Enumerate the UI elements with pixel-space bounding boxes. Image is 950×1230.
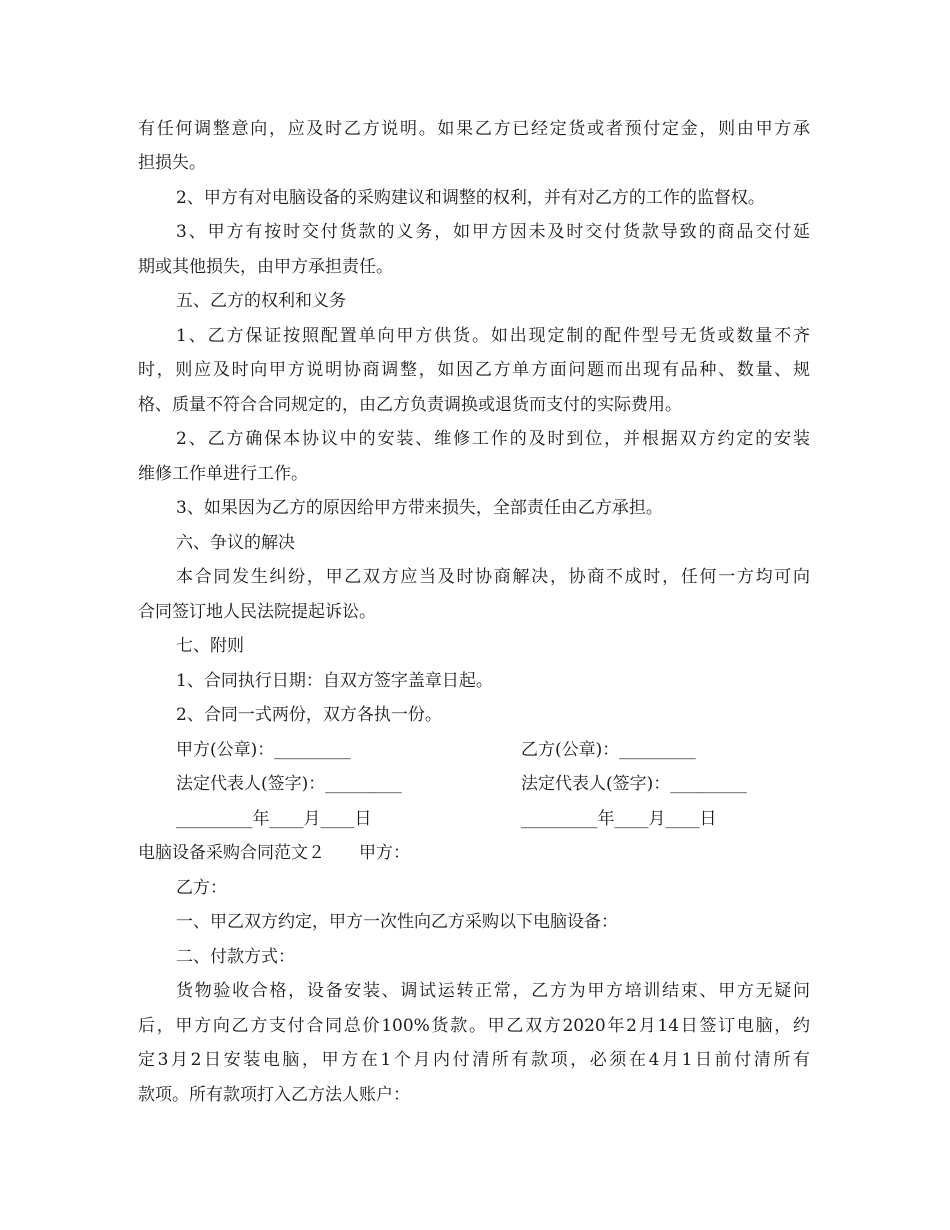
party-b-representative-line: 法定代表人(签字)：_________: [521, 774, 747, 794]
document-title-line: 电脑设备采购合同范文２ 甲方：: [138, 843, 410, 863]
paragraph-line: 1、乙方保证按照配置单向甲方供货。如出现定制的配件型号无货或数量不齐: [176, 326, 810, 346]
paragraph-line: 担损失。: [138, 153, 206, 173]
paragraph-line: 维修工作单进行工作。: [138, 464, 308, 484]
paragraph-line: 定3月2日安装电脑，甲方在1个月内付清所有款项，必须在4月1日前付清所有: [138, 1050, 811, 1070]
paragraph-line: 乙方：: [176, 878, 227, 898]
paragraph-line: 款项。所有款项打入乙方法人账户：: [138, 1085, 410, 1105]
paragraph-line: 2、甲方有对电脑设备的采购建议和调整的权利，并有对乙方的工作的监督权。: [176, 188, 765, 208]
paragraph-line: 本合同发生纠纷，甲乙双方应当及时协商解决，协商不成时，任何一方均可向: [176, 567, 810, 587]
party-a-representative-line: 法定代表人(签字)：_________: [176, 774, 402, 794]
paragraph-line: 2、乙方确保本协议中的安装、维修工作的及时到位，并根据双方约定的安装: [176, 429, 810, 449]
paragraph-line: 3、甲方有按时交付货款的义务，如甲方因未及时交付货款导致的商品交付延: [176, 222, 810, 242]
paragraph-line: 后，甲方向乙方支付合同总价100%货款。甲乙双方2020年2月14日签订电脑，约: [138, 1016, 810, 1036]
section-heading: 六、争议的解决: [176, 533, 295, 553]
paragraph-line: 1、合同执行日期：自双方签字盖章日起。: [176, 671, 493, 691]
paragraph-line: 有任何调整意向，应及时乙方说明。如果乙方已经定货或者预付定金，则由甲方承: [138, 119, 810, 139]
party-a-seal-line: 甲方(公章)：_________: [176, 740, 351, 760]
paragraph-line: 一、甲乙双方约定，甲方一次性向乙方采购以下电脑设备：: [176, 912, 618, 932]
paragraph-line: 3、如果因为乙方的原因给甲方带来损失，全部责任由乙方承担。: [176, 498, 663, 518]
paragraph-line: 期或其他损失，由甲方承担责任。: [138, 257, 393, 277]
section-heading: 五、乙方的权利和义务: [176, 291, 346, 311]
paragraph-line: 合同签订地人民法院提起诉讼。: [138, 602, 376, 622]
party-a-date-line: _________年____月____日: [176, 809, 372, 829]
section-heading: 二、付款方式：: [176, 947, 295, 967]
party-b-date-line: _________年____月____日: [521, 809, 717, 829]
paragraph-line: 时，则应及时向甲方说明协商调整，如因乙方单方面问题而出现有品种、数量、规: [138, 360, 810, 380]
section-heading: 七、附则: [176, 636, 244, 656]
paragraph-line: 格、质量不符合合同规定的，由乙方负责调换或退货而支付的实际费用。: [138, 395, 682, 415]
paragraph-line: 2、合同一式两份，双方各执一份。: [176, 705, 442, 725]
paragraph-line: 货物验收合格，设备安装、调试运转正常，乙方为甲方培训结束、甲方无疑问: [176, 981, 810, 1001]
party-b-seal-line: 乙方(公章)：_________: [521, 740, 696, 760]
